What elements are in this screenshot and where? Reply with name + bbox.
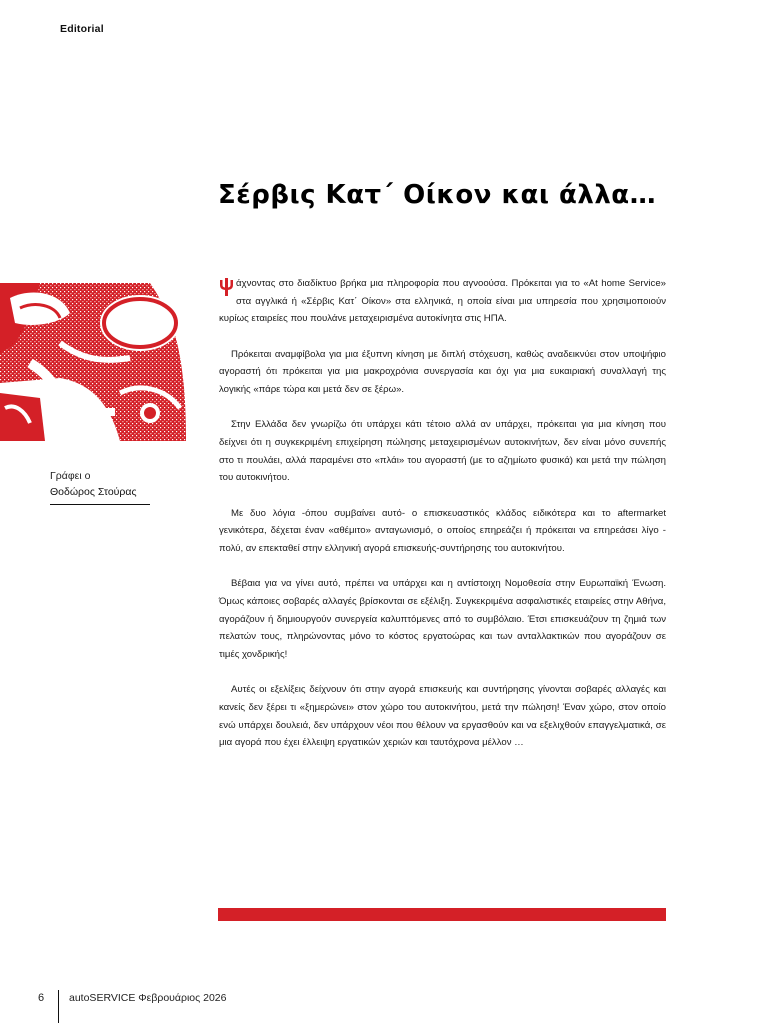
paragraph: Βέβαια για να γίνει αυτό, πρέπει να υπάρχει και η αντίστοιχη Νομοθεσία στην Ευρωπαϊκή Ένωση. Όμως κάποιες σοβαρές αλλαγές βρίσκονται σε εξέλιξη. Συγκεκριμένα ασφαλιστικές εταιρείες στην Αθήνα, αγοράζουν ή δημιουργούν συνεργεία καλυπτόμενες από το συμβόλαιο. Έτσι επισκευάζουν τη ζημιά των πελατών τους, πληρώνοντας μόνο το κόστος εργατοώρας και των ανταλλακτικών που αγοράζουν σε τιμές χονδρικής! bbox=[219, 578, 666, 660]
article-title: Σέρβις Κατ΄ Οίκον και άλλα… bbox=[218, 180, 657, 210]
paragraph: άχνοντας στο διαδίκτυο βρήκα μια πληροφορία που αγνοούσα. Πρόκειται για το «At home Service» στα αγγλικά ή «Σέρβις Κατ΄ Οίκον» στα ελληνικά, η οποία είναι μια υπηρεσία που χρησιμοποιούν κυρίως εταιρείες που πουλάνε μεταχειρισμένα αυτοκίνητα στις ΗΠΑ. bbox=[219, 278, 666, 325]
paragraph: Πρόκειται αναμφίβολα για μια έξυπνη κίνηση με διπλή στόχευση, καθώς αναδεικνύει στον υποψήφιο αγοραστή ότι πρόκειται για μια μακροχρόνια συνεργασία και όχι για μια ευκαιριακή συναλλαγή της λογικής «πάρε τώρα και μετά δεν σε ξέρω». bbox=[219, 348, 666, 396]
page-number: 6 bbox=[38, 992, 45, 1004]
psi-dropcap-icon bbox=[219, 278, 234, 296]
publication-info: autoSERVICE Φεβρουάριος 2026 bbox=[69, 992, 227, 1004]
car-driver-photo bbox=[0, 283, 186, 441]
paragraph: Αυτές οι εξελίξεις δείχνουν ότι στην αγορά επισκευής και συντήρησης γίνονται σοβαρές αλλαγές και κανείς δεν ξέρει τι «ξημερώνει» στον χώρο του αυτοκινήτου, μετά την πώληση! Έναν χώρο, στον οποίο ενώ υπάρχει δουλειά, δεν υπάρχουν νέοι που θέλουν να εργασθούν και να εξελιχθούν επαγγελματικά, σε μια αγορά που έχει έλλειψη εργατικών χεριών και ταυτόχρονα μέλλον … bbox=[219, 684, 666, 749]
article-body bbox=[219, 275, 666, 769]
author-photo bbox=[0, 283, 186, 441]
author-name: Θοδώρος Στούρας bbox=[50, 484, 150, 505]
author-label: Γράφει ο bbox=[50, 470, 91, 482]
accent-bar bbox=[218, 908, 666, 921]
author-credit bbox=[50, 469, 150, 505]
footer-divider bbox=[58, 990, 59, 1023]
section-label: Editorial bbox=[60, 23, 104, 35]
paragraph: Στην Ελλάδα δεν γνωρίζω ότι υπάρχει κάτι τέτοιο αλλά αν υπάρχει, πρόκειται για μια κίνηση που δείχνει ότι η συγκεκριμένη επιχείρηση πώλησης μεταχειρισμένων αυτοκινήτων, δεν είναι μόνο συνεπής στο τι πουλάει, αλλά παραμένει στο «πλάι» του αγοραστή (με το αζημίωτο φυσικά) και μετά την πώληση του αυτοκινήτου. bbox=[219, 419, 666, 484]
paragraph: Με δυο λόγια -όπου συμβαίνει αυτό- ο επισκευαστικός κλάδος ειδικότερα και το aftermarket γενικότερα, δέχεται έναν «αθέμιτο» ανταγωνισμό, ο οποίος επηρεάζει ή πρόκειται να επηρεάσει λίγο - πολύ, αν επεκταθεί στην ελληνική αγορά επισκευής-συντήρησης του αυτοκινήτου. bbox=[219, 507, 666, 554]
